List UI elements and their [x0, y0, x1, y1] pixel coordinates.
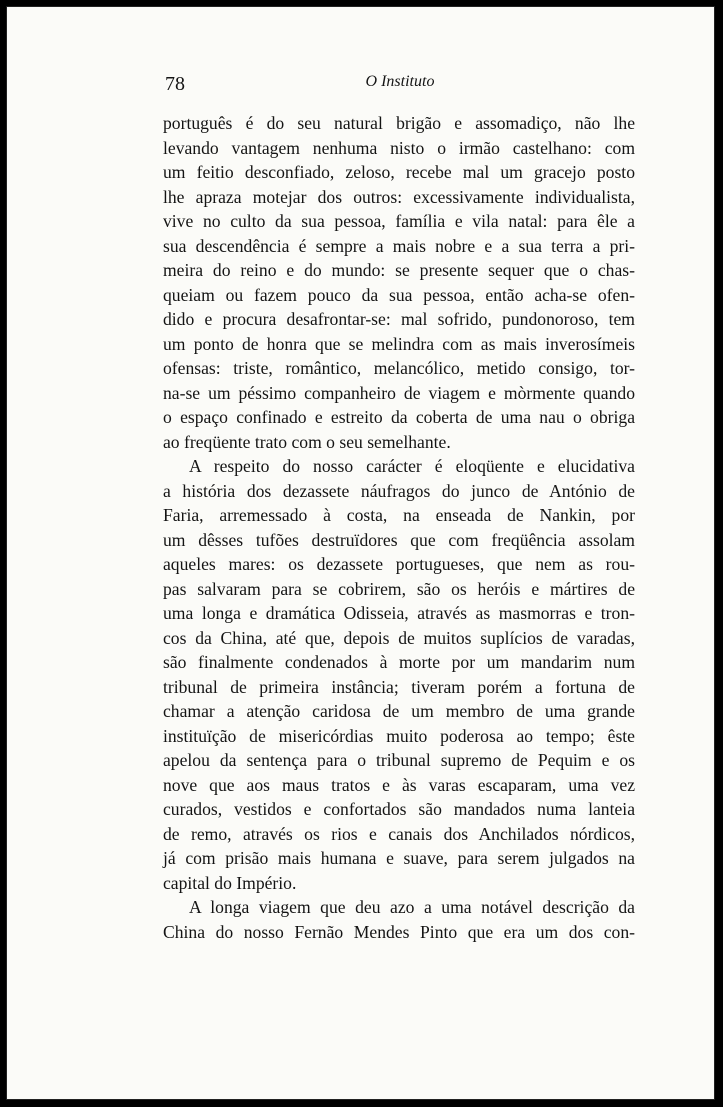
running-title: O Instituto	[365, 73, 435, 90]
text-line: meira do reino e do mundo: se presente sequer que o chas-	[163, 260, 635, 280]
text-line: dido e procura desafrontar-se: mal sofrido, pundonoroso, tem	[163, 309, 635, 329]
text-line: sua descendência é sempre a mais nobre e a sua terra a pri-	[163, 235, 635, 256]
text-line: cos da China, até que, depois de muitos suplícios de varadas,	[163, 627, 635, 648]
text-line: pas salvaram para se cobrirem, são os heróis e mártires de	[163, 578, 635, 599]
text-line: Faria, arremessado à costa, na enseada de Nankin, por	[163, 505, 635, 525]
text-line: são finalmente condenados à morte por um mandarim num	[163, 652, 635, 672]
text-line: tribunal de primeira instância; tiveram porém a fortuna de	[163, 676, 635, 697]
text-line: o espaço confinado e estreito da coberta de uma nau o obriga	[163, 407, 635, 427]
text-line: a história dos dezassete náufragos do junco de António de	[163, 480, 635, 501]
text-line: queiam ou fazem pouco da sua pessoa, então acha-se ofen-	[163, 284, 635, 305]
text-line: de remo, através os rios e canais dos Anchilados nórdicos,	[163, 823, 635, 844]
text-line: nove que aos maus tratos e às varas escaparam, uma vez	[163, 774, 635, 795]
text-line: vive no culto da sua pessoa, família e vila natal: para êle a	[163, 211, 635, 231]
text-line: um feitio desconfiado, zeloso, recebe mal um gracejo posto	[163, 162, 635, 182]
text-line: capital do Império.	[163, 872, 297, 893]
paragraph	[163, 111, 635, 454]
text-line: China do nosso Fernão Mendes Pinto que era um dos con-	[163, 921, 635, 942]
text-line: apelou da sentença para o tribunal supremo de Pequim e os	[163, 750, 635, 770]
page-header	[165, 73, 635, 97]
text-line: curados, vestidos e confortados são mandados numa lanteia	[163, 799, 635, 819]
text-line: um dêsses tufões destruïdores que com freqüência assolam	[163, 529, 635, 550]
text-line: lhe apraza motejar dos outros: excessivamente individualista,	[163, 186, 635, 207]
page-number: 78	[165, 73, 185, 95]
text-line: A longa viagem que deu azo a uma notável descrição da	[189, 897, 635, 917]
book-page	[6, 6, 715, 1100]
text-line: na-se um péssimo companheiro de viagem e mòrmente quando	[163, 382, 635, 403]
text-line: ao freqüente trato com o seu semelhante.	[163, 431, 451, 452]
text-line: português é do seu natural brigão e assomadiço, não lhe	[163, 113, 635, 133]
text-line: aqueles mares: os dezassete portugueses, que nem as rou-	[163, 554, 635, 574]
text-line: um ponto de honra que se melindra com as mais inverosímeis	[163, 333, 635, 354]
paragraph	[163, 895, 635, 944]
text-line: ofensas: triste, romântico, melancólico, metido consigo, tor-	[163, 358, 635, 378]
text-line: levando vantagem nenhuma nisto o irmão castelhano: com	[163, 137, 635, 158]
text-line: instituïção de misericórdias muito poderosa ao tempo; êste	[163, 725, 635, 746]
text-line: chamar a atenção caridosa de um membro de uma grande	[163, 701, 635, 721]
paragraph	[163, 454, 635, 895]
text-line: já com prisão mais humana e suave, para serem julgados na	[163, 848, 635, 868]
text-line: uma longa e dramática Odisseia, através as masmorras e tron-	[163, 603, 635, 623]
text-line: A respeito do nosso carácter é eloqüente e elucidativa	[189, 456, 635, 476]
body-text	[163, 111, 635, 944]
